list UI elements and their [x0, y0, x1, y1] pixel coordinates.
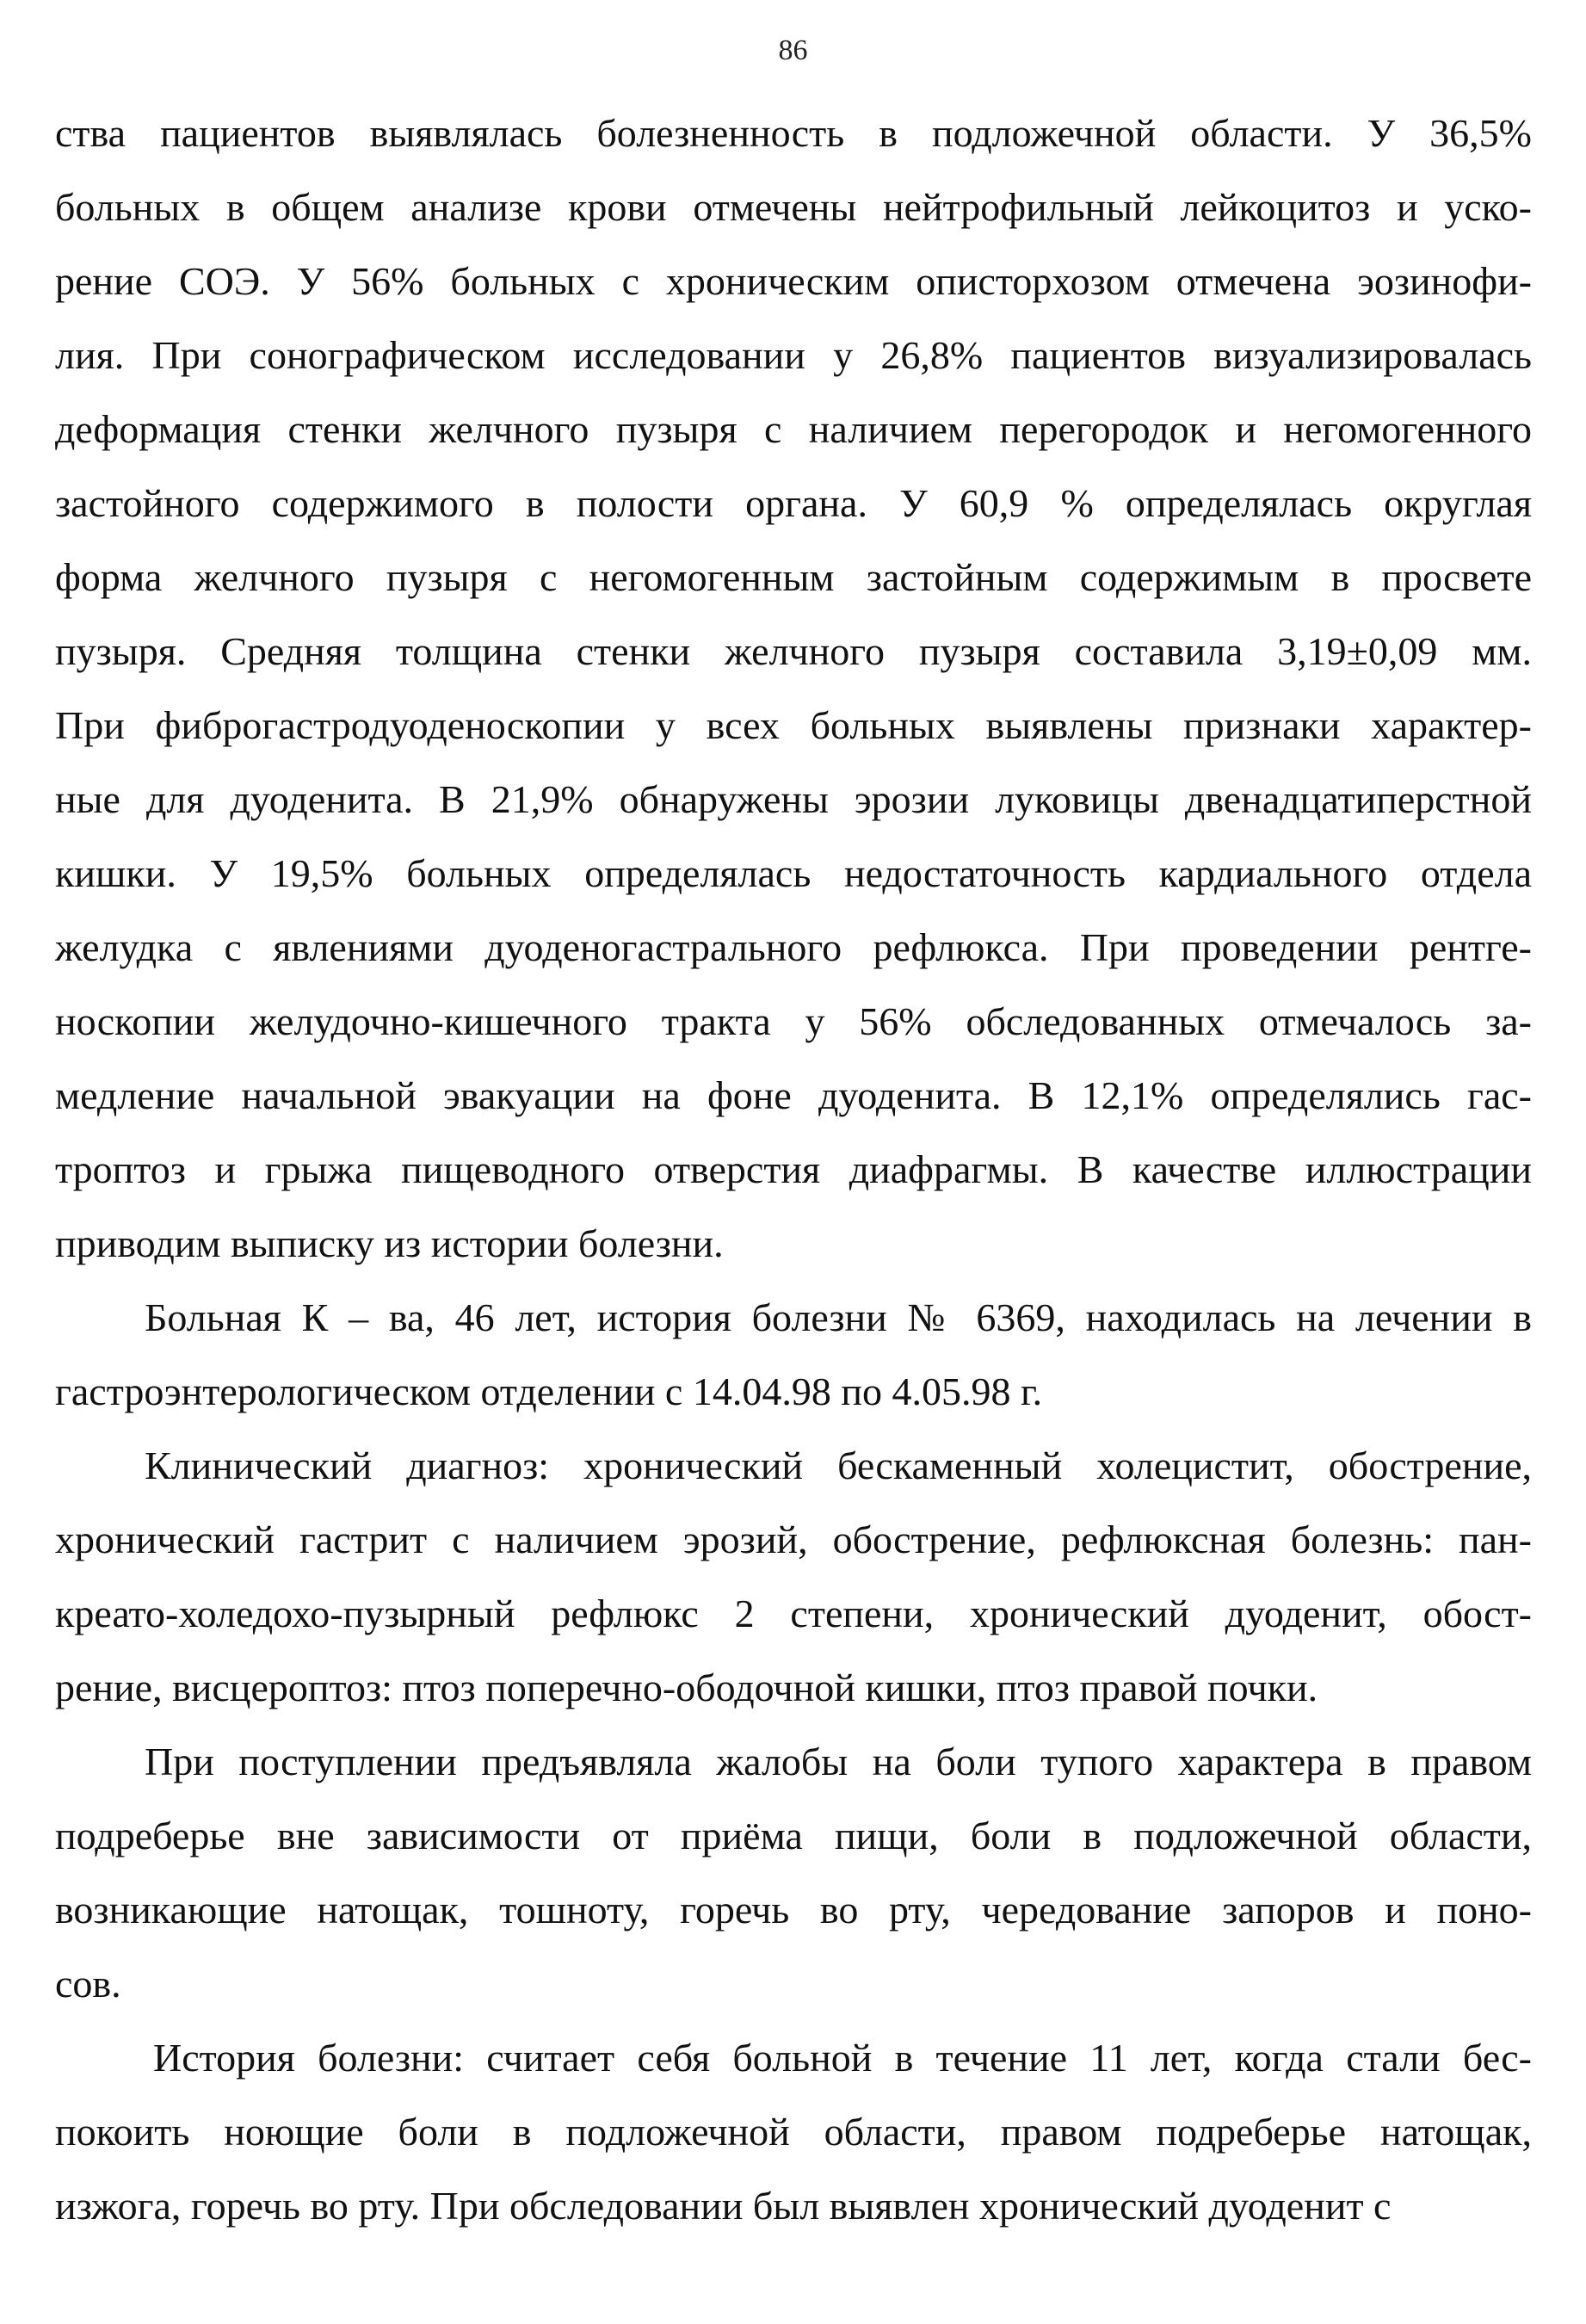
text-line: покоить ноющие боли в подложечной области, правом подреберье натощак, [55, 2110, 1532, 2154]
text-line: Клинический диагноз: хронический бескаменный холецистит, обострение, [145, 1443, 1532, 1487]
text-line: рение, висцероптоз: птоз поперечно-ободочной кишки, птоз правой почки. [55, 1666, 1318, 1709]
text-line: больных в общем анализе крови отмечены нейтрофильный лейкоцитоз и уско- [55, 185, 1532, 229]
text-line: сов. [55, 1962, 121, 2006]
text-line: рение СОЭ. У 56% больных с хроническим описторхозом отмечена эозинофи- [55, 259, 1532, 303]
text-line: застойного содержимого в полости органа. У 60,9 % определялась округлая [55, 481, 1532, 525]
text-line: изжога, горечь во рту. При обследовании был выявлен хронический дуоденит с [55, 2184, 1392, 2228]
text-line: кишки. У 19,5% больных определялась недостаточность кардиального отдела [55, 851, 1532, 895]
paragraph [55, 1725, 1532, 2021]
text-line: медление начальной эвакуации на фоне дуоденита. В 12,1% определялись гас- [55, 1073, 1532, 1117]
paragraph [55, 96, 1532, 1281]
paragraph [55, 1429, 1532, 1725]
text-line: форма желчного пузыря с негомогенным застойным содержимым в просвете [55, 555, 1532, 599]
text-line: При фиброгастродуоденоскопии у всех больных выявлены признаки характер- [55, 703, 1532, 747]
paragraph [55, 1281, 1532, 1429]
text-line: деформация стенки желчного пузыря с наличием перегородок и негомогенного [55, 407, 1532, 451]
text-line: лия. При сонографическом исследовании у 26,8% пациентов визуализировалась [55, 333, 1532, 377]
text-line: гастроэнтерологическом отделении с 14.04.98 по 4.05.98 г. [55, 1369, 1043, 1413]
text-line: пузыря. Средняя толщина стенки желчного пузыря составила 3,19±0,09 мм. [55, 629, 1532, 673]
text-line: ные для дуоденита. В 21,9% обнаружены эрозии луковицы двенадцатиперстной [55, 777, 1532, 821]
text-line: возникающие натощак, тошноту, горечь во рту, чередование запоров и поно- [55, 1888, 1532, 1932]
text-line: При поступлении предъявляла жалобы на боли тупого характера в правом [145, 1740, 1532, 1783]
text-line: Больная К – ва, 46 лет, история болезни № 6369, находилась на лечении в [145, 1295, 1532, 1339]
text-line: желудка с явлениями дуоденогастрального рефлюкса. При проведении рентге- [55, 925, 1532, 969]
text-line: носкопии желудочно-кишечного тракта у 56% обследованных отмечалось за- [55, 999, 1532, 1043]
text-line: приводим выписку из истории болезни. [55, 1221, 724, 1265]
text-line: История болезни: считает себя больной в течение 11 лет, когда стали бес- [153, 2036, 1532, 2080]
text-line: креато-холедохо-пузырный рефлюкс 2 степени, хронический дуоденит, обост- [55, 1592, 1532, 1635]
text-line: ства пациентов выявлялась болезненность в подложечной области. У 36,5% [55, 111, 1532, 155]
body-text [55, 96, 1532, 2243]
text-line: подреберье вне зависимости от приёма пищи, боли в подложечной области, [55, 1814, 1532, 1857]
text-line: троптоз и грыжа пищеводного отверстия диафрагмы. В качестве иллюстрации [55, 1147, 1532, 1191]
paragraph [55, 2021, 1532, 2243]
text-line: хронический гастрит с наличием эрозий, обострение, рефлюксная болезнь: пан- [55, 1517, 1532, 1561]
page-number: 86 [778, 34, 808, 66]
